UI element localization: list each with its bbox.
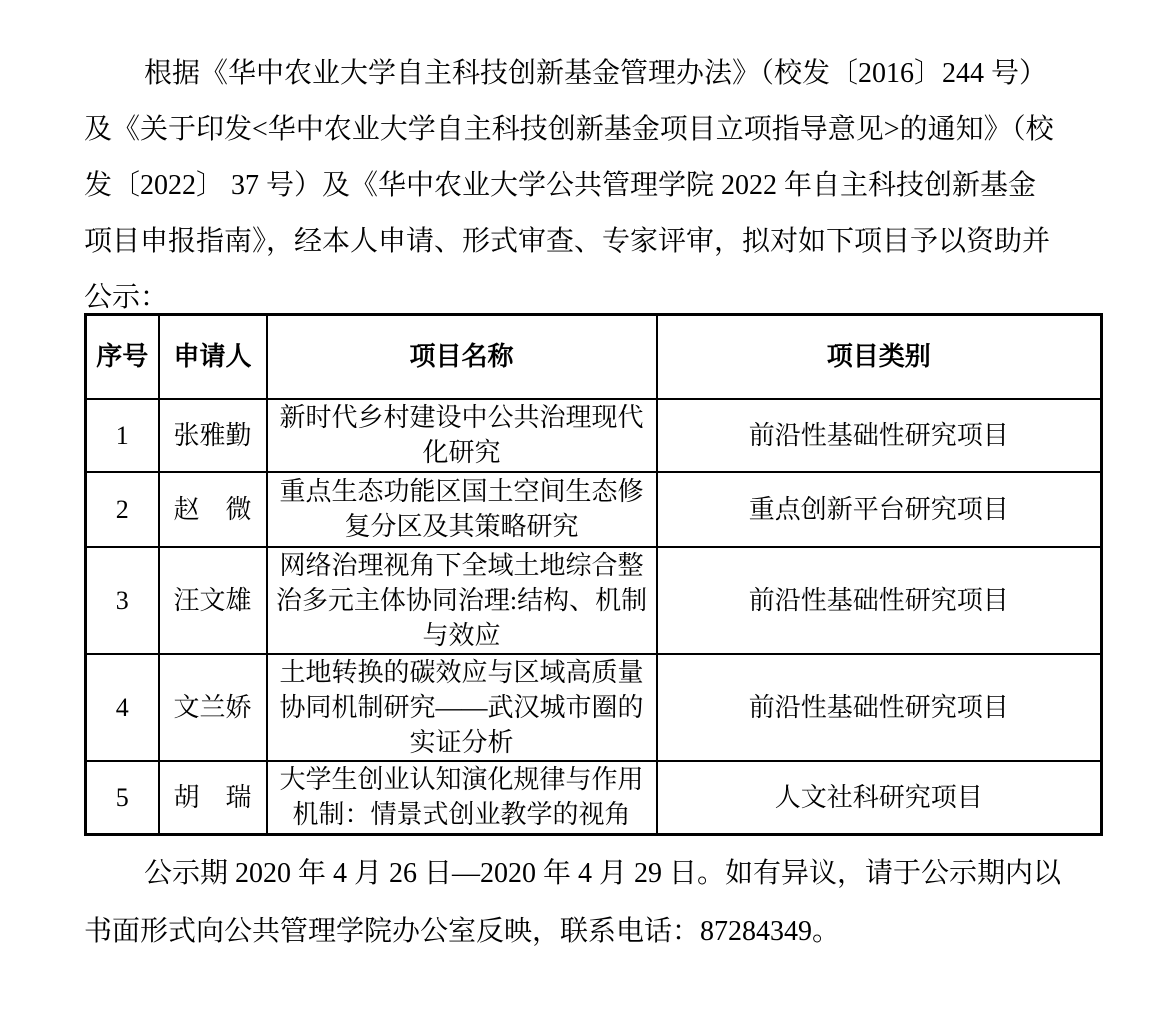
cell-no: 3 xyxy=(86,547,159,654)
cell-no: 5 xyxy=(86,761,159,835)
closing-line-2: 书面形式向公共管理学院办公室反映，联系电话：87284349。 xyxy=(84,916,841,947)
intro-paragraph xyxy=(84,46,1104,326)
cell-applicant: 胡 瑞 xyxy=(159,761,267,835)
cell-project-name: 新时代乡村建设中公共治理现代化研究 xyxy=(267,399,657,472)
table-header-row xyxy=(86,315,1102,399)
closing-paragraph xyxy=(84,845,1104,961)
cell-no: 4 xyxy=(86,654,159,761)
funded-projects-table xyxy=(84,313,1103,836)
col-header-project-name: 项目名称 xyxy=(267,315,657,399)
cell-no: 2 xyxy=(86,472,159,547)
cell-project-category: 人文社科研究项目 xyxy=(657,761,1102,835)
intro-line-2: 及《关于印发<华中农业大学自主科技创新基金项目立项指导意见>的通知》（校 xyxy=(84,114,1054,145)
col-header-project-category: 项目类别 xyxy=(657,315,1102,399)
cell-project-name: 网络治理视角下全域土地综合整治多元主体协同治理:结构、机制与效应 xyxy=(267,547,657,654)
table-row-1 xyxy=(86,399,1102,472)
cell-project-category: 重点创新平台研究项目 xyxy=(657,472,1102,547)
cell-project-category: 前沿性基础性研究项目 xyxy=(657,654,1102,761)
cell-applicant: 文兰娇 xyxy=(159,654,267,761)
table-row-2 xyxy=(86,472,1102,547)
cell-project-name: 重点生态功能区国土空间生态修复分区及其策略研究 xyxy=(267,472,657,547)
cell-project-category: 前沿性基础性研究项目 xyxy=(657,399,1102,472)
intro-line-4: 项目申报指南》，经本人申请、形式审查、专家评审，拟对如下项目予以资助并 xyxy=(84,226,1051,257)
col-header-no: 序号 xyxy=(86,315,159,399)
intro-line-1: 根据《华中农业大学自主科技创新基金管理办法》（校发〔2016〕244 号） xyxy=(144,58,1048,89)
table-row-4 xyxy=(86,654,1102,761)
intro-line-3: 发〔2022〕 37 号）及《华中农业大学公共管理学院 2022 年自主科技创新基金 xyxy=(84,170,1037,201)
table-row-5 xyxy=(86,761,1102,835)
cell-applicant: 赵 微 xyxy=(159,472,267,547)
intro-line-5: 公示： xyxy=(84,282,169,313)
cell-project-name: 大学生创业认知演化规律与作用机制：情景式创业教学的视角 xyxy=(267,761,657,835)
cell-project-name: 土地转换的碳效应与区域高质量协同机制研究——武汉城市圈的实证分析 xyxy=(267,654,657,761)
cell-applicant: 张雅勤 xyxy=(159,399,267,472)
col-header-applicant: 申请人 xyxy=(159,315,267,399)
table-row-3 xyxy=(86,547,1102,654)
cell-project-category: 前沿性基础性研究项目 xyxy=(657,547,1102,654)
closing-line-1: 公示期 2020 年 4 月 26 日—2020 年 4 月 29 日。如有异议，请于公示期内以 xyxy=(144,858,1062,889)
cell-no: 1 xyxy=(86,399,159,472)
cell-applicant: 汪文雄 xyxy=(159,547,267,654)
